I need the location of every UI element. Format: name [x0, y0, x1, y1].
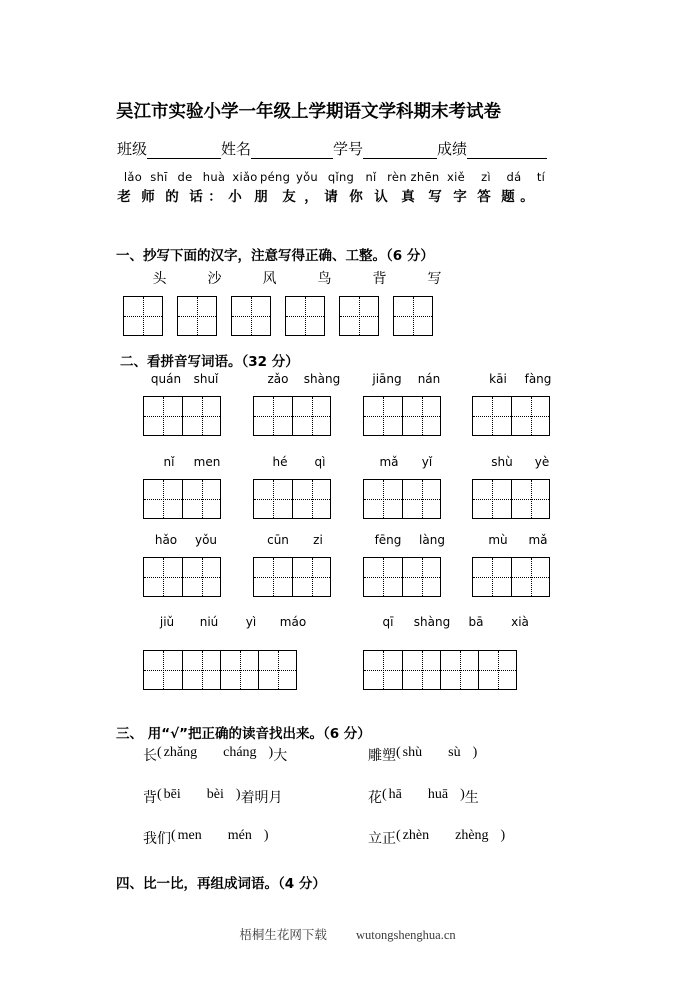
teacher-note-hanzi	[112, 185, 582, 205]
student-info-line	[117, 138, 547, 159]
note-hanzi-char: 朋	[254, 189, 268, 204]
choice-word-before: 长	[143, 749, 157, 764]
writing-cell[interactable]	[402, 397, 440, 435]
writing-cell[interactable]	[364, 558, 402, 596]
pronunciation-option[interactable]: zhǎng	[163, 745, 198, 760]
writing-cell[interactable]	[473, 397, 511, 435]
pinyin-syllable: nán	[417, 372, 441, 386]
note-hanzi-char: 认	[374, 189, 388, 204]
note-hanzi-char: 友	[282, 189, 296, 204]
word-writing-boxes[interactable]	[472, 396, 550, 436]
choice-word-after: 生	[464, 791, 479, 806]
writing-cell[interactable]	[364, 651, 402, 689]
field-name-blank[interactable]	[251, 144, 333, 159]
field-score	[437, 138, 547, 159]
pinyin-prompt	[366, 615, 542, 629]
note-hanzi-char: 老	[117, 189, 131, 204]
pronunciation-option[interactable]: sù	[448, 745, 461, 760]
copy-character: 沙	[207, 272, 222, 287]
pinyin-syllable: shàng	[303, 372, 341, 386]
watermark-site-url: wutongshenghua.cn	[356, 928, 456, 942]
choice-paren-open: (	[157, 787, 162, 802]
copy-writing-box[interactable]	[285, 296, 325, 336]
section-4-heading: 四、比一比，再组成词语。（4 分）	[116, 876, 326, 892]
pinyin-syllable: qì	[314, 455, 326, 469]
writing-cell[interactable]	[254, 480, 292, 518]
answer-grid[interactable]	[363, 557, 441, 597]
writing-cell[interactable]	[402, 558, 440, 596]
footer-watermark	[0, 925, 695, 943]
pinyin-prompt	[256, 372, 344, 386]
choice-word-after: 着明月	[240, 791, 283, 806]
pinyin-syllable: shàng	[413, 615, 451, 629]
pinyin-syllable: yǐ	[421, 455, 433, 469]
note-hanzi-char: 话	[189, 189, 203, 204]
word-writing-boxes[interactable]	[363, 557, 441, 597]
note-hanzi-char: 请	[324, 189, 338, 204]
pronunciation-choice-item[interactable]	[368, 787, 479, 807]
copy-writing-box[interactable]	[393, 296, 433, 336]
pinyin-syllable: yì	[245, 615, 257, 629]
pronunciation-option[interactable]: bèi	[206, 787, 224, 802]
note-pinyin-syllable: de	[177, 170, 193, 184]
field-studentid-label: 学号	[333, 142, 364, 158]
note-hanzi-char: 的	[165, 189, 179, 204]
writing-cell[interactable]	[144, 397, 182, 435]
answer-grid[interactable]	[472, 396, 550, 436]
word-writing-boxes[interactable]	[253, 396, 331, 436]
pinyin-syllable: shuǐ	[193, 372, 219, 386]
writing-cell[interactable]	[364, 397, 402, 435]
note-hanzi-char: 答	[477, 189, 491, 204]
pronunciation-option[interactable]: cháng	[223, 745, 257, 760]
note-hanzi-char: 真	[401, 189, 415, 204]
pronunciation-option[interactable]: men	[177, 828, 202, 843]
pinyin-syllable: mù	[488, 533, 508, 547]
word-writing-boxes[interactable]	[143, 557, 221, 597]
copy-writing-box[interactable]	[123, 296, 163, 336]
writing-cell[interactable]	[178, 297, 216, 335]
note-pinyin-syllable: tí	[536, 170, 546, 184]
note-pinyin-syllable: lǎo	[123, 170, 143, 184]
pinyin-prompt	[146, 615, 314, 629]
note-pinyin-syllable: huà	[202, 170, 226, 184]
answer-grid[interactable]	[253, 557, 331, 597]
pronunciation-option[interactable]: mén	[227, 828, 252, 843]
field-name	[221, 138, 333, 159]
pronunciation-option[interactable]: zhèng	[455, 828, 489, 843]
pinyin-syllable: qī	[382, 615, 394, 629]
teacher-note	[112, 170, 582, 205]
pinyin-syllable: jiǔ	[159, 615, 175, 629]
field-score-label: 成绩	[437, 142, 468, 158]
answer-grid[interactable]	[253, 479, 331, 519]
copy-writing-box[interactable]	[339, 296, 379, 336]
pinyin-syllable: zi	[313, 533, 323, 547]
pinyin-prompt	[260, 455, 340, 469]
word-writing-boxes[interactable]	[363, 479, 441, 519]
pinyin-syllable: mǎ	[528, 533, 548, 547]
pinyin-syllable: quán	[150, 372, 182, 386]
writing-cell[interactable]	[254, 558, 292, 596]
note-hanzi-char: 题	[501, 189, 515, 204]
choice-paren-close: )	[472, 745, 478, 760]
copy-character: 头	[152, 272, 167, 287]
word-writing-boxes[interactable]	[472, 557, 550, 597]
pinyin-prompt	[150, 455, 226, 469]
pinyin-syllable: shù	[491, 455, 513, 469]
writing-cell[interactable]	[473, 480, 511, 518]
note-hanzi-char: 字	[453, 189, 467, 204]
writing-cell[interactable]	[440, 651, 478, 689]
pronunciation-choice-item[interactable]	[368, 745, 477, 765]
note-pinyin-syllable: rèn	[387, 170, 407, 184]
pronunciation-option[interactable]: hā	[388, 787, 402, 802]
writing-cell[interactable]	[258, 651, 296, 689]
choice-word-after: 大	[273, 749, 288, 764]
pronunciation-option[interactable]: shù	[402, 745, 423, 760]
word-writing-boxes[interactable]	[253, 479, 331, 519]
pinyin-prompt	[482, 455, 562, 469]
note-pinyin-syllable: xiǎo	[232, 170, 258, 184]
note-pinyin-syllable: nǐ	[365, 170, 377, 184]
pinyin-prompt	[366, 372, 450, 386]
pronunciation-choice-item[interactable]	[143, 745, 287, 765]
section-1-heading: 一、抄写下面的汉字，注意写得正确、工整。（6 分）	[116, 248, 434, 264]
pinyin-syllable: xià	[511, 615, 529, 629]
pinyin-syllable: fàng	[524, 372, 552, 386]
pinyin-prompt	[370, 455, 446, 469]
pinyin-syllable: nǐ	[163, 455, 175, 469]
choice-word-before: 背	[143, 791, 157, 806]
writing-cell[interactable]	[292, 397, 330, 435]
field-name-label: 姓名	[221, 142, 252, 158]
note-pinyin-syllable: xiě	[447, 170, 465, 184]
word-writing-boxes[interactable]	[143, 479, 221, 519]
pinyin-prompt	[146, 372, 226, 386]
writing-cell[interactable]	[182, 558, 220, 596]
field-score-blank[interactable]	[467, 144, 547, 159]
choice-word-before: 雕塑	[368, 749, 396, 764]
pinyin-prompt	[366, 533, 454, 547]
word-writing-boxes[interactable]	[253, 557, 331, 597]
choice-paren-close: )	[235, 787, 241, 802]
writing-cell[interactable]	[478, 651, 516, 689]
answer-grid[interactable]	[472, 479, 550, 519]
writing-cell[interactable]	[340, 297, 378, 335]
writing-cell[interactable]	[292, 558, 330, 596]
writing-cell[interactable]	[511, 558, 549, 596]
copy-character: 写	[427, 272, 442, 287]
choice-paren-close: )	[263, 828, 269, 843]
answer-grid[interactable]	[253, 396, 331, 436]
choice-paren-close: )	[268, 745, 274, 760]
field-class-label: 班级	[117, 142, 148, 158]
writing-cell[interactable]	[182, 651, 220, 689]
writing-cell[interactable]	[232, 297, 270, 335]
pinyin-syllable: jiāng	[372, 372, 402, 386]
pinyin-syllable: fēng	[374, 533, 402, 547]
writing-cell[interactable]	[144, 480, 182, 518]
word-writing-boxes[interactable]	[472, 479, 550, 519]
choice-paren-close: )	[500, 828, 506, 843]
choice-paren-open: (	[396, 828, 401, 843]
pinyin-syllable: hǎo	[154, 533, 178, 547]
writing-cell[interactable]	[511, 480, 549, 518]
pinyin-syllable: niú	[199, 615, 219, 629]
copy-writing-box[interactable]	[231, 296, 271, 336]
note-hanzi-char: 小	[228, 189, 242, 204]
word-writing-boxes[interactable]	[143, 396, 221, 436]
writing-cell[interactable]	[394, 297, 432, 335]
section-2-heading: 二、看拼音写词语。（32 分）	[120, 354, 299, 370]
writing-cell[interactable]	[286, 297, 324, 335]
answer-grid[interactable]	[363, 650, 517, 690]
note-pinyin-syllable: shī	[150, 170, 168, 184]
note-hanzi-char: 写	[428, 189, 442, 204]
choice-word-before: 我们	[143, 832, 171, 847]
note-pinyin-syllable: péng	[260, 170, 291, 184]
note-hanzi-char: 师	[141, 189, 155, 204]
choice-paren-open: (	[382, 787, 387, 802]
pinyin-prompt	[478, 372, 558, 386]
word-writing-boxes[interactable]	[143, 650, 297, 690]
pinyin-syllable: làng	[419, 533, 445, 547]
writing-cell[interactable]	[402, 651, 440, 689]
pinyin-syllable: bā	[468, 615, 484, 629]
writing-cell[interactable]	[182, 480, 220, 518]
pinyin-syllable: hé	[272, 455, 288, 469]
writing-cell[interactable]	[144, 558, 182, 596]
pinyin-syllable: yǒu	[194, 533, 218, 547]
choice-paren-close: )	[460, 787, 465, 802]
section-3-heading: 三、 用“√”把正确的读音找出来。（6 分）	[116, 726, 371, 742]
field-studentid-blank[interactable]	[363, 144, 437, 159]
writing-cell[interactable]	[511, 397, 549, 435]
answer-grid[interactable]	[363, 479, 441, 519]
choice-paren-open: (	[157, 745, 162, 760]
note-hanzi-char: ，	[304, 189, 318, 204]
note-pinyin-syllable: qǐng	[327, 170, 355, 184]
note-pinyin-syllable: zhēn	[410, 170, 440, 184]
pronunciation-option[interactable]: bēi	[163, 787, 181, 802]
answer-grid[interactable]	[143, 479, 221, 519]
choice-paren-open: (	[396, 745, 401, 760]
answer-grid[interactable]	[143, 650, 297, 690]
pinyin-syllable: mǎ	[379, 455, 399, 469]
choice-word-before: 花	[368, 791, 382, 806]
writing-cell[interactable]	[292, 480, 330, 518]
writing-cell[interactable]	[473, 558, 511, 596]
pinyin-prompt	[478, 533, 558, 547]
copy-writing-box[interactable]	[177, 296, 217, 336]
writing-cell[interactable]	[124, 297, 162, 335]
note-pinyin-syllable: zì	[481, 170, 491, 184]
pinyin-syllable: cūn	[267, 533, 289, 547]
note-hanzi-char: 。	[520, 189, 534, 204]
section-1-characters	[132, 268, 462, 288]
pronunciation-choice-item[interactable]	[368, 828, 505, 848]
writing-cell[interactable]	[364, 480, 402, 518]
copy-character: 风	[262, 272, 277, 287]
word-writing-boxes[interactable]	[363, 650, 517, 690]
answer-grid[interactable]	[143, 396, 221, 436]
choice-word-before: 立正	[368, 832, 396, 847]
field-class-blank[interactable]	[147, 144, 221, 159]
copy-character: 背	[372, 272, 387, 287]
pronunciation-choice-item[interactable]	[143, 828, 269, 848]
pronunciation-choice-item[interactable]	[143, 787, 283, 807]
section-1-writing-boxes[interactable]	[123, 296, 447, 336]
answer-grid[interactable]	[472, 557, 550, 597]
answer-grid[interactable]	[143, 557, 221, 597]
note-hanzi-char: ：	[208, 189, 222, 204]
writing-cell[interactable]	[220, 651, 258, 689]
note-pinyin-syllable: dá	[506, 170, 522, 184]
pinyin-syllable: yè	[534, 455, 550, 469]
watermark-site-cn: 梧桐生花网下载	[239, 928, 327, 942]
pinyin-prompt	[258, 533, 338, 547]
field-class	[117, 138, 221, 159]
field-studentid	[333, 138, 437, 159]
note-hanzi-char: 你	[349, 189, 363, 204]
pinyin-syllable: máo	[279, 615, 307, 629]
page-title: 吴江市实验小学一年级上学期语文学科期末考试卷	[116, 102, 501, 122]
pinyin-syllable: men	[193, 455, 221, 469]
pinyin-syllable: zǎo	[267, 372, 289, 386]
note-pinyin-syllable: yǒu	[295, 170, 319, 184]
writing-cell[interactable]	[254, 397, 292, 435]
pronunciation-option[interactable]: zhèn	[402, 828, 430, 843]
pronunciation-option[interactable]: huā	[427, 787, 449, 802]
copy-character: 鸟	[317, 272, 332, 287]
pinyin-syllable: kāi	[489, 372, 507, 386]
word-writing-boxes[interactable]	[363, 396, 441, 436]
pinyin-prompt	[146, 533, 226, 547]
writing-cell[interactable]	[402, 480, 440, 518]
answer-grid[interactable]	[363, 396, 441, 436]
writing-cell[interactable]	[144, 651, 182, 689]
writing-cell[interactable]	[182, 397, 220, 435]
teacher-note-pinyin	[112, 170, 582, 184]
choice-paren-open: (	[171, 828, 176, 843]
